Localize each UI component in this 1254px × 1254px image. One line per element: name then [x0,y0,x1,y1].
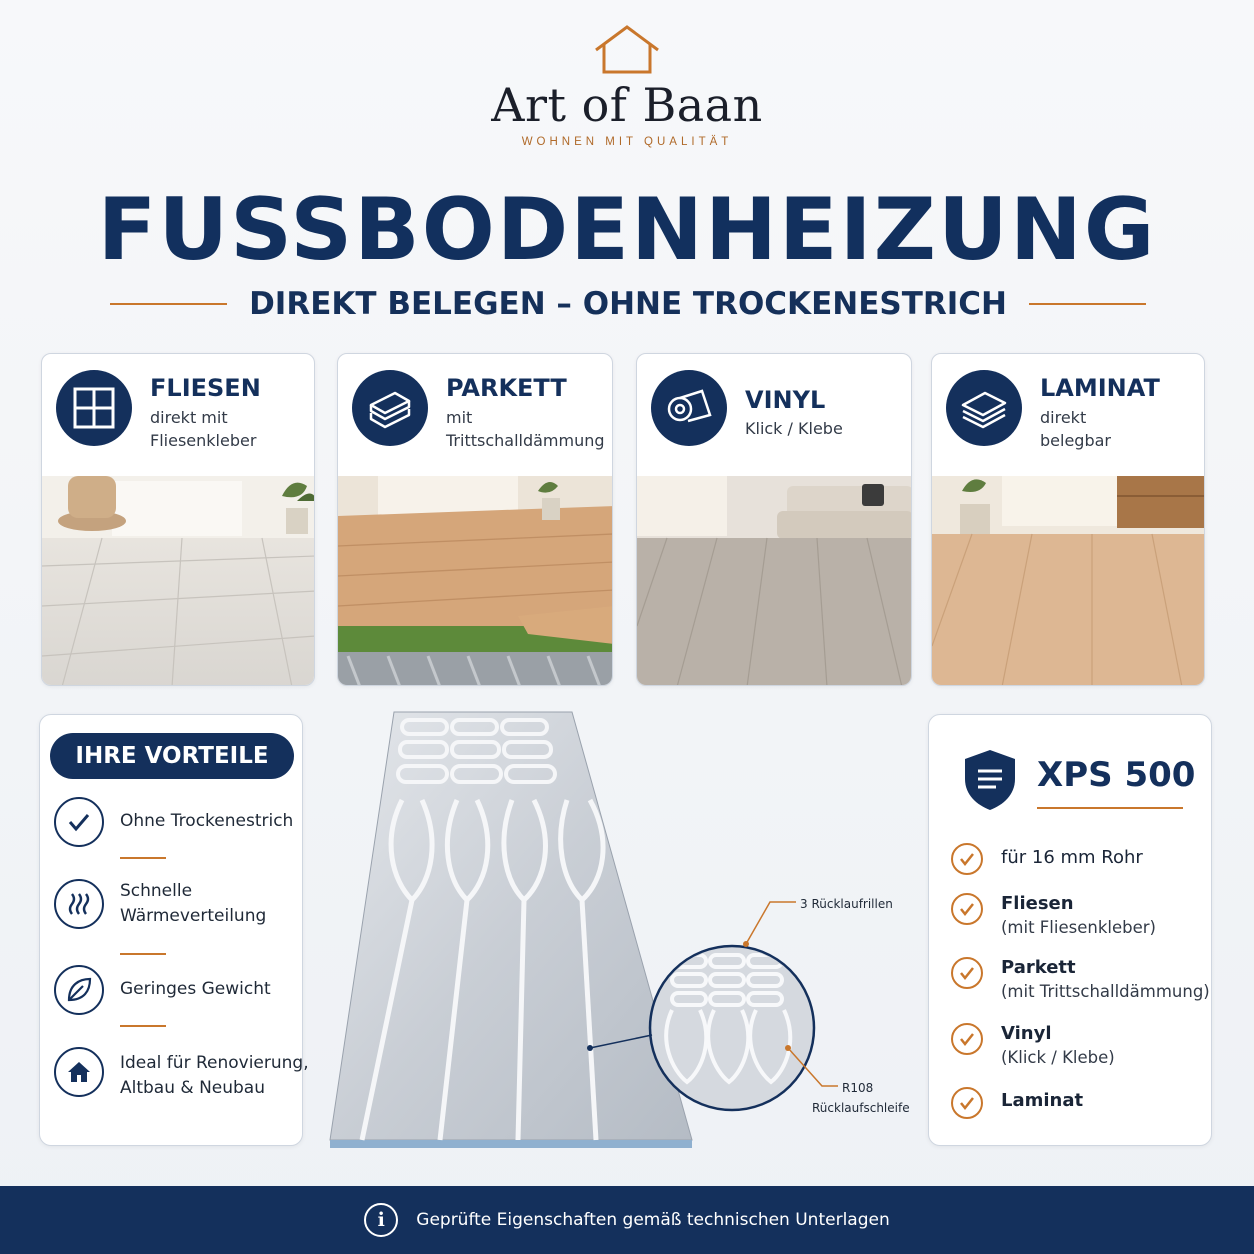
floor-sub-2: Trittschalldämmung [446,431,605,450]
info-icon: i [364,1203,398,1237]
footer-text: Geprüfte Eigenschaften gemäß technischen Unterlagen [416,1210,890,1230]
callout-return-loop: Rücklaufschleife [812,1101,910,1115]
callout-r108: R108 [842,1081,874,1095]
product-panel [928,714,1212,1146]
shield-document-icon [961,747,1019,817]
feature-main: für 16 mm Rohr [1001,847,1143,868]
floor-card-parkett [337,353,613,686]
feature-sub: (Klick / Klebe) [1001,1048,1115,1067]
advantage-label-2: Altbau & Neubau [120,1078,265,1098]
laminate-floor-photo [932,476,1204,685]
floor-card-laminat [931,353,1205,686]
house-roof-icon [592,24,662,76]
advantage-item [54,797,304,857]
parquet-planks-icon [352,370,428,446]
feature-sub: (mit Trittschalldämmung) [1001,982,1210,1001]
laminate-layers-icon [946,370,1022,446]
product-title-underline [1037,807,1183,809]
check-circle-icon [951,893,983,925]
advantage-label: Ideal für Renovierung, [120,1053,309,1073]
brand-logo [0,24,1254,148]
advantage-label: Schnelle [120,881,193,901]
advantage-divider [120,953,166,955]
advantage-label-2: Wärmeverteilung [120,906,267,926]
heat-waves-icon [54,879,104,929]
floor-card-fliesen [41,353,315,686]
parquet-floor-photo [338,476,612,685]
check-circle-icon [951,957,983,989]
tile-grid-icon [56,370,132,446]
xps-board-illustration [322,710,922,1150]
divider-right [1029,303,1146,305]
floor-title: FLIESEN [150,374,261,402]
checkmark-icon [54,797,104,847]
floor-sub-2: Fliesenkleber [150,431,257,450]
floor-sub-1: Klick / Klebe [745,419,843,438]
floor-sub-1: mit [446,408,473,427]
feature-main: Parkett [1001,957,1076,978]
feature-sub: (mit Fliesenkleber) [1001,918,1156,937]
tile-floor-photo [42,476,314,685]
advantage-divider [120,857,166,859]
advantages-panel [39,714,309,1146]
vinyl-roll-icon [651,370,727,446]
floor-sub-1: direkt mit [150,408,228,427]
subline: DIREKT BELEGEN – OHNE TROCKENESTRICH [249,286,1007,322]
home-icon [54,1047,104,1097]
footer-bar [0,1186,1254,1254]
advantage-item [54,879,304,939]
advantage-label: Ohne Trockenestrich [120,811,294,831]
feature-main: Fliesen [1001,893,1074,914]
feature-main: Vinyl [1001,1023,1052,1044]
floor-sub-1: direkt [1040,408,1087,427]
floor-title: VINYL [745,386,826,414]
advantage-divider [120,1025,166,1027]
advantage-item [54,1047,309,1107]
brand-name: Art of Baan [491,78,763,132]
advantage-item [54,965,304,1025]
floor-title: PARKETT [446,374,567,402]
callout-return-grooves: 3 Rücklaufrillen [800,897,893,911]
check-circle-icon [951,843,983,875]
check-circle-icon [951,1087,983,1119]
product-title: XPS 500 [1037,755,1196,795]
brand-tagline: WOHNEN MIT QUALITÄT [521,136,733,148]
floor-card-vinyl [636,353,912,686]
check-circle-icon [951,1023,983,1055]
headline: FUSSBODENHEIZUNG [97,180,1157,280]
vinyl-floor-photo [637,476,911,685]
subline-row [110,284,1146,324]
floor-sub-2: belegbar [1040,431,1111,450]
divider-left [110,303,227,305]
feature-main: Laminat [1001,1090,1084,1111]
leaf-icon [54,965,104,1015]
advantage-label: Geringes Gewicht [120,979,271,999]
advantages-title: IHRE VORTEILE [50,733,294,779]
floor-title: LAMINAT [1040,374,1160,402]
